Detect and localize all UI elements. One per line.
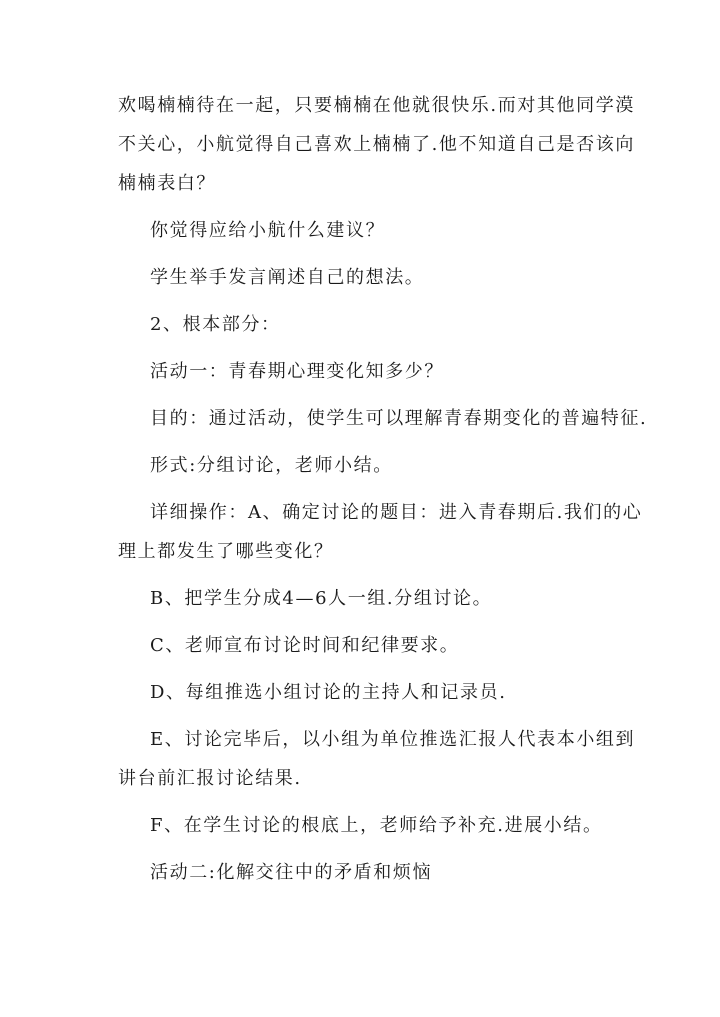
document-body <box>118 86 648 892</box>
text-line: 活动一：青春期心理变化知多少？ <box>150 361 444 382</box>
step-e <box>118 720 636 798</box>
paragraph-purpose <box>118 399 648 438</box>
text-line: 理上都发生了哪些变化？ <box>118 541 334 562</box>
step-d <box>118 673 618 712</box>
text-line: 2、根本部分： <box>150 314 281 335</box>
text-line: 楠楠表白？ <box>118 173 216 194</box>
activity-two-title <box>118 853 618 892</box>
text-line: 讲台前汇报讨论结果. <box>118 768 302 789</box>
text-line: B、把学生分成4—6人一组.分组讨论。 <box>150 588 493 609</box>
section-heading <box>118 305 618 344</box>
text-line: 活动二:化解交往中的矛盾和烦恼 <box>150 862 433 883</box>
paragraph-format <box>118 446 618 485</box>
text-line: F、在学生讨论的根底上，老师给予补充.进展小结。 <box>150 815 603 836</box>
text-line: E、讨论完毕后，以小组为单位推选汇报人代表本小组到 <box>150 729 636 750</box>
text-line: 你觉得应给小航什么建议？ <box>150 220 386 241</box>
text-line: 目的：通过活动，使学生可以理解青春期变化的普遍特征. <box>150 408 648 429</box>
paragraph-student-response <box>118 258 618 297</box>
step-c <box>118 626 618 665</box>
text-line: 欢喝楠楠待在一起，只要楠楠在他就很快乐.而对其他同学漠 <box>118 95 635 116</box>
text-line: C、老师宣布讨论时间和纪律要求。 <box>150 635 460 656</box>
paragraph-procedure <box>118 493 643 571</box>
text-line: 学生举手发言阐述自己的想法。 <box>150 267 425 288</box>
step-b <box>118 579 618 618</box>
text-line: D、每组推选小组讨论的主持人和记录员. <box>150 682 507 703</box>
paragraph-intro-story <box>118 86 635 203</box>
activity-one-title <box>118 352 618 391</box>
paragraph-question <box>118 211 618 250</box>
text-line: 详细操作：A、确定讨论的题目：进入青春期后.我们的心 <box>150 502 643 523</box>
step-f <box>118 806 618 845</box>
text-line: 形式:分组讨论，老师小结。 <box>150 455 393 476</box>
text-line: 不关心，小航觉得自己喜欢上楠楠了.他不知道自己是否该向 <box>118 134 635 155</box>
